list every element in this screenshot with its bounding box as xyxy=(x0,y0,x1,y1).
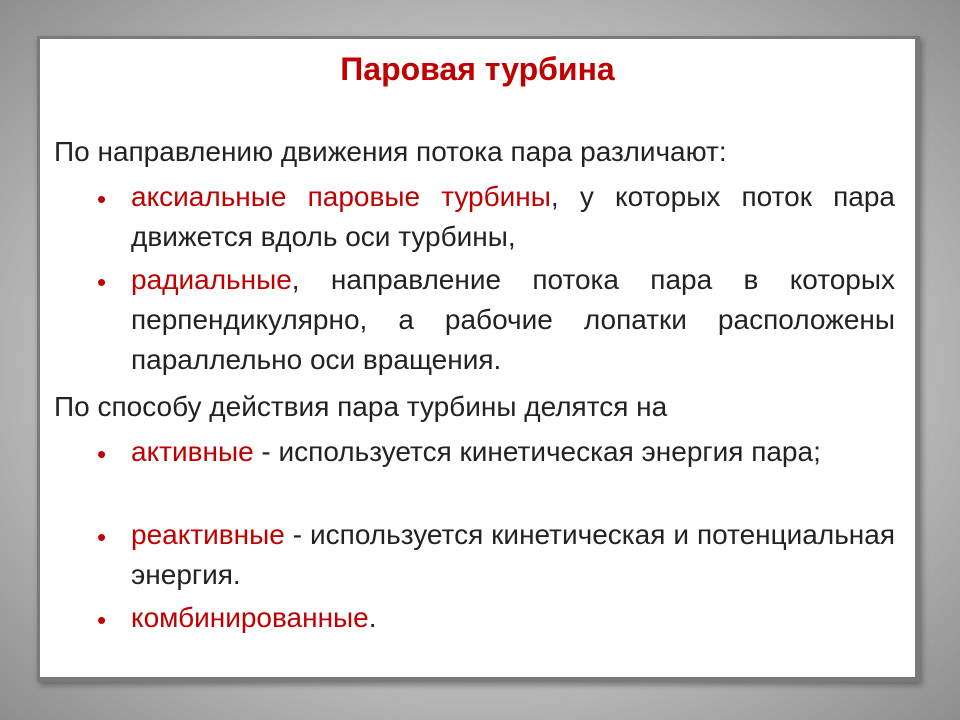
bullet-axial xyxy=(97,177,895,257)
desc-radial: , направление потока пара в которых перпендикулярно, а рабочие лопатки расположены параллельно оси вращения. xyxy=(131,264,895,375)
desc-active: - используется кинетическая энергия пара; xyxy=(253,436,821,467)
bullet-text xyxy=(131,177,895,257)
bullet-dot: • xyxy=(97,184,107,214)
desc-combined: . xyxy=(368,602,377,633)
bullet-text xyxy=(131,260,895,380)
slide-frame xyxy=(37,36,920,682)
bullet-dot: • xyxy=(97,439,107,469)
bullet-dot: • xyxy=(97,605,107,635)
term-active: активные xyxy=(131,436,254,467)
bullet-active xyxy=(97,432,895,512)
term-axial: аксиальные паровые турбины xyxy=(131,181,551,212)
bullet-dot: • xyxy=(97,522,107,552)
bullet-combined xyxy=(97,598,895,638)
desc-axial: , у которых поток пара движется вдоль оси турбины, xyxy=(131,181,896,252)
term-combined: комбинированные xyxy=(131,602,369,633)
bullet-radial xyxy=(97,260,895,380)
term-reactive: реактивные xyxy=(131,519,285,550)
bullet-text xyxy=(131,515,895,595)
section-heading-action: По способу действия пара турбины делятся на xyxy=(54,391,668,422)
bullet-reactive xyxy=(97,515,895,595)
bullet-text xyxy=(131,432,895,472)
desc-reactive: - используется кинетическая и потенциальная энергия. xyxy=(131,519,895,590)
bullet-text xyxy=(131,598,895,638)
slide-title: Паровая турбина xyxy=(340,51,615,87)
term-radial: радиальные xyxy=(131,264,292,295)
section-heading-direction: По направлению движения потока пара различают: xyxy=(54,136,727,167)
bullet-dot: • xyxy=(97,267,107,297)
